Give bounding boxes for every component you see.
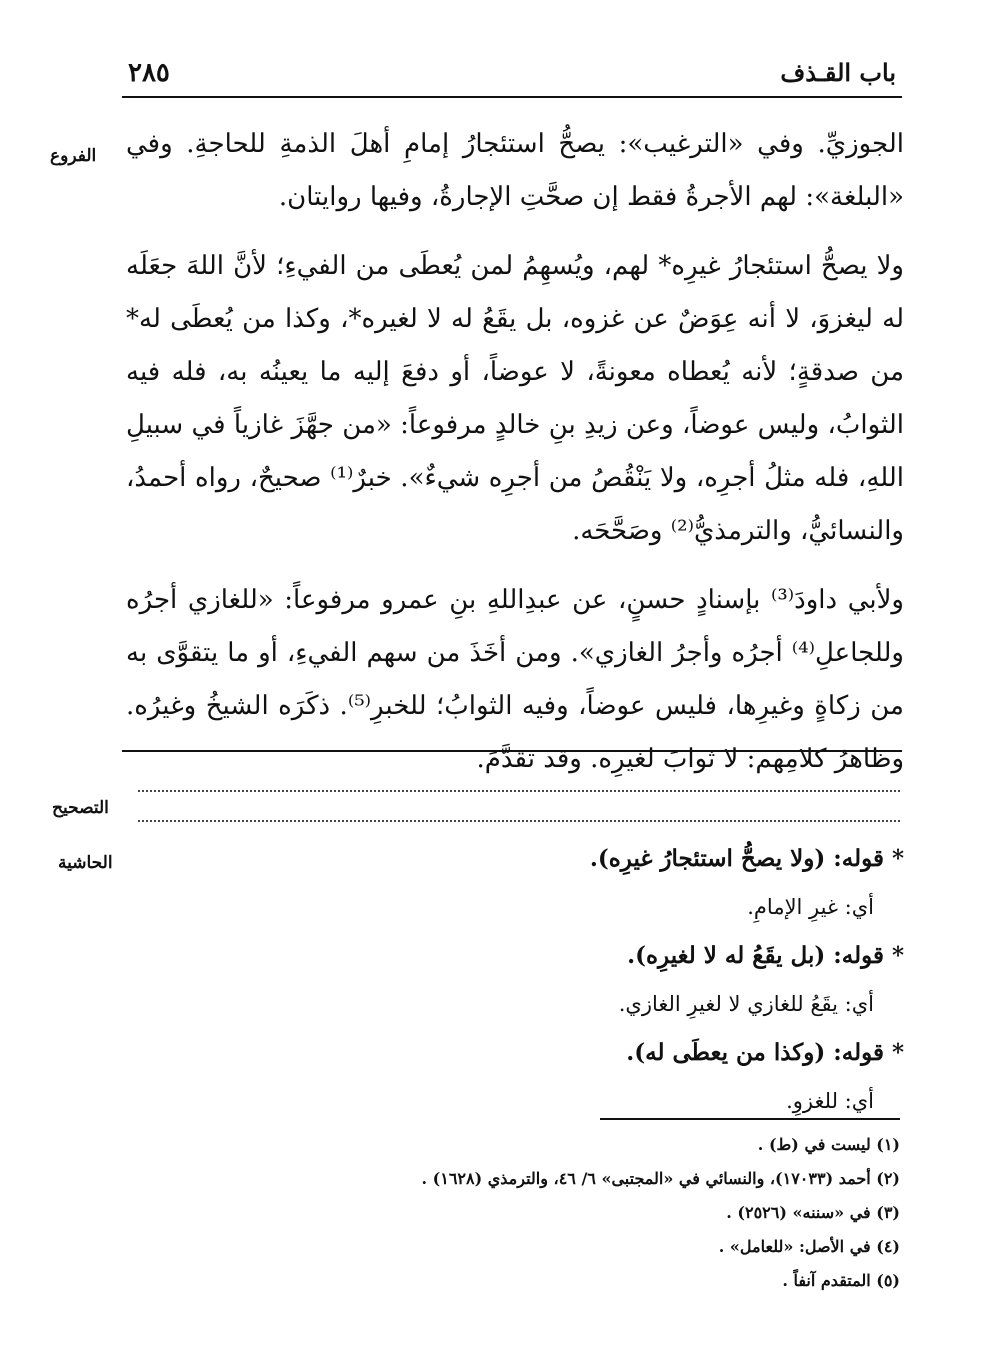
footnote-rule [600, 1118, 900, 1120]
hashiya-note [126, 1028, 904, 1125]
side-label-tashih: التصحيح [52, 798, 109, 818]
tashih-dotted-line [138, 820, 900, 822]
hashiya-note [126, 931, 904, 1028]
footnote: (١) ليست في (ط) . [757, 1135, 900, 1154]
footnote: (٥) المتقدم آنفاً . [782, 1271, 900, 1290]
note-head: * قوله: (ولا يصحُّ استئجارُ غيرِه). [589, 845, 904, 872]
paragraph: ولأبي داودَ⁽³⁾ بإسنادٍ حسنٍ، عن عبدِاللهِ بنِ عمرو مرفوعاً: «للغازي أجرُه وللجاعلِ⁽⁴⁾ أجرُه وأجرُ الغازي». ومن أخَذَ من سهم الفيءِ، أو ما يتقوَّى به من زكاةٍ وغيرِها، فليس عوضاً، وفيه الثوابُ؛ للخبرِ⁽⁵⁾. ذكَرَه الشيخُ وغيرُه. وظاهرُ كلامِهم: لا ثوابَ لغيرِه. وقد تقدَّمَ. [126, 585, 904, 774]
main-text [126, 118, 904, 802]
hashiya-note [126, 834, 904, 931]
running-title: باب القـذف [780, 58, 896, 87]
note-body: أي: غيرِ الإمامِ. [747, 895, 874, 919]
note-head: * قوله: (بل يقَعُ له لا لغيرِه). [627, 942, 904, 969]
footnote: (٢) أحمد (١٧٠٣٣)، والنسائي في «المجتبى» ٦/ ٤٦، والترمذي (١٦٢٨) . [421, 1169, 900, 1188]
tashih-dotted-line [138, 790, 900, 792]
header-rule [122, 96, 902, 98]
note-body: أي: يقَعُ للغازي لا لغيرِ الغازي. [618, 992, 874, 1016]
footnotes [110, 1128, 900, 1298]
footnote: (٤) في الأصل: «للعامل» . [718, 1237, 900, 1256]
side-label-furu: الفروع [50, 146, 97, 166]
page-number: ٢٨٥ [128, 58, 170, 88]
footnote: (٣) في «سننه» (٢٥٢٦) . [726, 1203, 900, 1222]
paragraph: ولا يصحُّ استئجارُ غيرِه* لهم، ويُسهِمُ لمن يُعطَى من الفيءِ؛ لأنَّ اللهَ جعَلَه له ليغزوَ، لا أنه عِوَضٌ عن غزوه، بل يقَعُ له لا لغيره*، وكذا من يُعطَى له* من صدقةٍ؛ لأنه يُعطاه معونةً، لا عوضاً، أو دفعَ إليه ما يعينُه به، فله فيه الثوابُ، وليس عوضاً، وعن زيدِ بنِ خالدٍ مرفوعاً: «من جهَّزَ غازياً في سبيلِ اللهِ، فله مثلُ أجرِه، ولا يَنْقُصُ من أجرِه شيءٌ». خبرٌ⁽¹⁾ صحيحٌ، رواه أحمدُ، والنسائيُّ، والترمذيُّ⁽²⁾ وصَحَّحَه. [126, 251, 905, 546]
side-label-hashiya: الحاشية [58, 853, 113, 873]
note-head: * قوله: (وكذا من يعطَى له). [626, 1039, 904, 1066]
note-body: أي: للغزوِ. [786, 1089, 874, 1113]
main-text-rule [122, 750, 902, 752]
paragraph: الجوزيِّ. وفي «الترغيب»: يصحُّ استئجارُ إمامِ أهلَ الذمةِ للحاجةِ. وفي «البلغة»: لهم الأجرةُ فقط إن صحَّتِ الإجارةُ، وفيها روايتان. [126, 129, 904, 212]
hashiya-notes [126, 834, 904, 1125]
